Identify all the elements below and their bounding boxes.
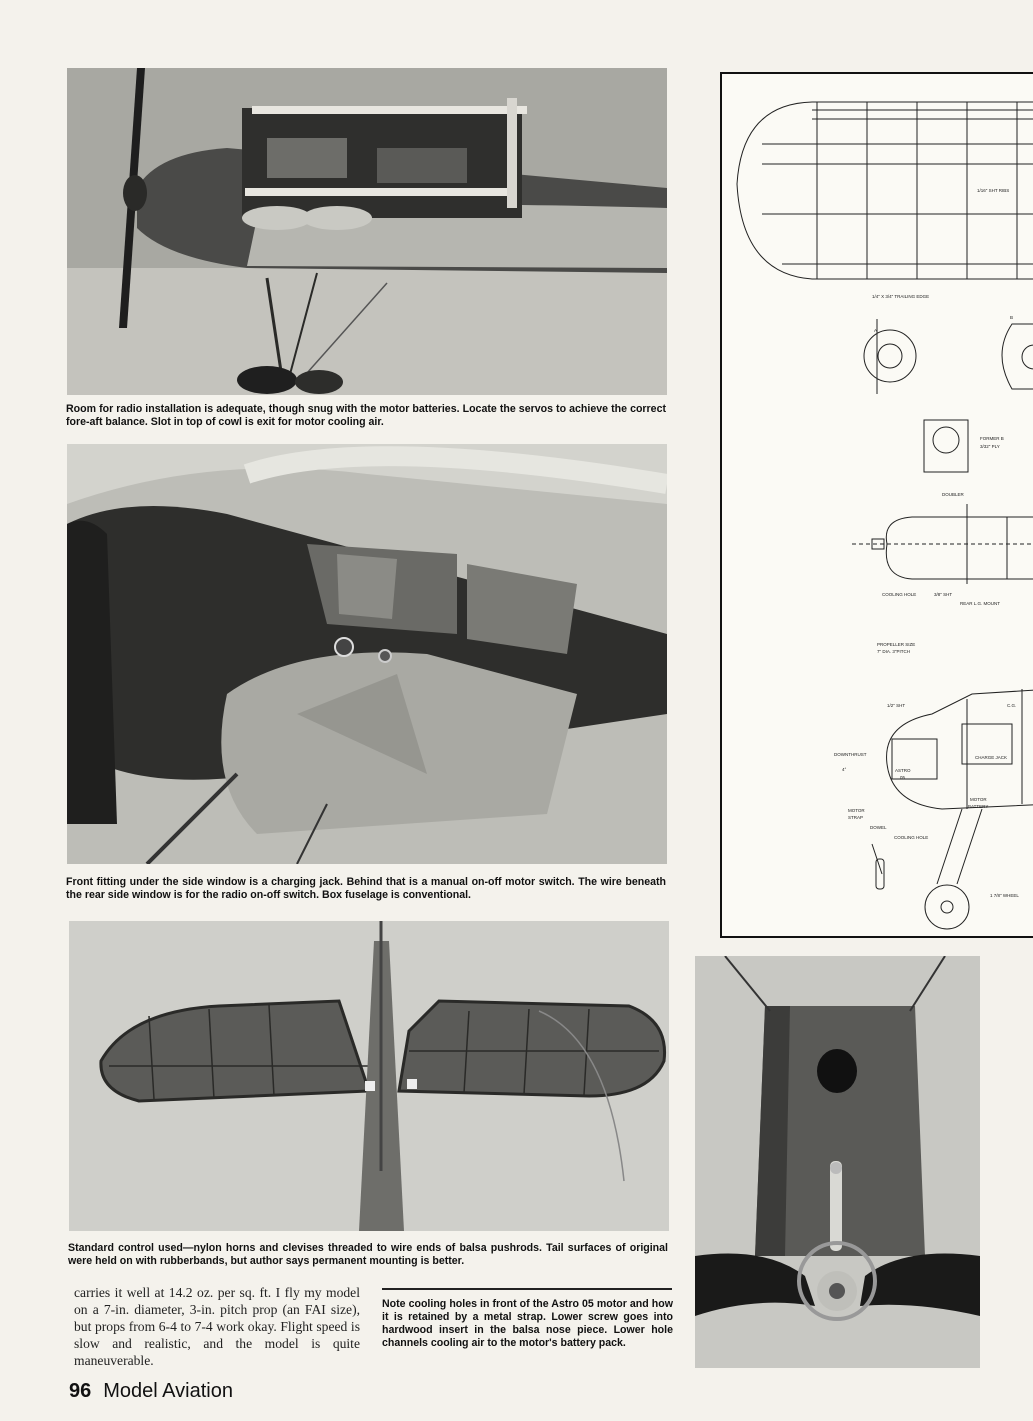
caption-photo1: Room for radio installation is adequate, though snug with the motor batteries. Locate the servos to achieve the correct fore-aft balance. Slot in top of cowl is exit for motor cooling air. bbox=[66, 403, 666, 428]
plan-label-charge-jack: CHARGE JACK bbox=[975, 755, 1008, 760]
plan-label-motor-strap-2: STRAP bbox=[848, 815, 864, 820]
plan-label-cg: C.G. bbox=[1007, 703, 1017, 708]
plan-label-dowel: DOWEL bbox=[870, 825, 887, 830]
magazine-name: Model Aviation bbox=[103, 1380, 233, 1402]
plan-label-former-ply: 3/32" PLY bbox=[980, 444, 1000, 449]
plan-label-cooling-hole-2: COOLING HOLE bbox=[894, 835, 929, 840]
photo-nose-motor bbox=[695, 956, 980, 1368]
caption-photo3: Standard control used—nylon horns and clevises threaded to wire ends of balsa pushrods. Tail surfaces of original were held on with rubberbands, but author says permanent mounting is better. bbox=[68, 1242, 668, 1267]
plan-label-downthrust: DOWNTHRUST bbox=[834, 752, 867, 757]
caption-photo4: Note cooling holes in front of the Astro 05 motor and how it is retained by a metal strap. Lower screw goes into hardwood insert in the balsa nose piece. Lower hole channels cooling air to the motor's battery pack. bbox=[382, 1298, 673, 1349]
photo-radio-installation bbox=[67, 68, 667, 395]
plan-label-astro-05: 05 bbox=[900, 775, 906, 780]
plan-label-sht-3-8: 3/8" SHT bbox=[934, 592, 953, 597]
photo-tail-surfaces bbox=[69, 921, 669, 1231]
plan-label-doubler: DOUBLER bbox=[942, 492, 964, 497]
plans-drawing bbox=[720, 72, 1033, 938]
plan-label-trailing-edge: 1/4" X 3/4" TRAILING EDGE bbox=[872, 294, 930, 299]
article-body-text: carries it well at 14.2 oz. per sq. ft. I fly my model on a 7-in. diameter, 3-in. pitch prop (an FAI size), but props from 6-4 to 7-4 work okay. Flight speed is slow and realistic, and the model is quite maneuverable. bbox=[74, 1285, 360, 1368]
page-footer bbox=[69, 1380, 233, 1403]
plan-label-rear-lg-mount: REAR L.G. MOUNT bbox=[960, 601, 1001, 606]
plan-label-prop-size: PROPELLER SIZE bbox=[877, 642, 916, 647]
plan-label-section-b: B bbox=[1010, 315, 1014, 320]
former-sections bbox=[864, 319, 1033, 472]
plan-label-wheel: 1 7/8" WHEEL bbox=[990, 893, 1019, 898]
page-number: 96 bbox=[69, 1380, 92, 1402]
plan-label-astro: ASTRO bbox=[895, 768, 911, 773]
plan-label-ribs: 1/16" SHT RIBS bbox=[977, 188, 1010, 193]
plan-label-battery: BATTERY bbox=[968, 804, 989, 809]
plan-label-sht-1-2: 1/2" SHT bbox=[887, 703, 906, 708]
fuselage-top-view bbox=[852, 504, 1033, 584]
photo-side-window bbox=[67, 444, 667, 864]
plan-label-cooling-hole: COOLING HOLE bbox=[882, 592, 917, 597]
plan-label-motor-strap-1: MOTOR bbox=[848, 808, 865, 813]
plan-label-prop-detail: 7" DIA. 3"PITCH bbox=[877, 649, 910, 654]
caption-photo2: Front fitting under the side window is a charging jack. Behind that is a manual on-off motor switch. The wire beneath the rear side window is for the radio on-off switch. Box fuselage is conventional. bbox=[66, 876, 666, 901]
plan-label-section-a: A bbox=[874, 328, 878, 333]
plan-label-motor: MOTOR bbox=[970, 797, 987, 802]
plan-label-former: FORMER B bbox=[980, 436, 1004, 441]
plan-label-deg: 4° bbox=[842, 767, 847, 772]
caption-rule bbox=[382, 1288, 672, 1290]
